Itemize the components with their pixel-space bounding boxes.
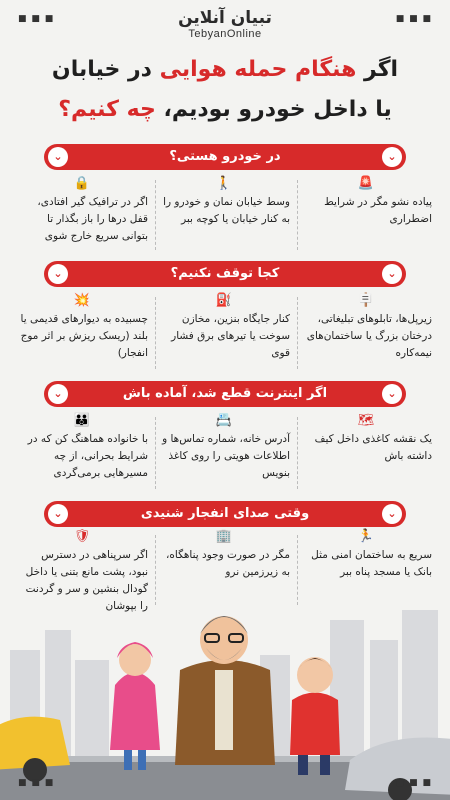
chevron-down-icon: ⌄ [382, 147, 402, 167]
section-heading-label: اگر اینترنت قطع شد، آماده باش [122, 386, 328, 401]
man-figure [175, 616, 275, 765]
tip-text: آدرس خانه، شماره تماس‌ها و اطلاعات هویتی را روی کاغذ بنویس [162, 433, 290, 479]
billboard-icon: 🪧 [357, 293, 375, 308]
section-heading-label: کجا توقف نکنیم؟ [170, 266, 280, 281]
stairs-icon: 🏢 [215, 529, 233, 544]
tip-item [304, 176, 432, 228]
map-icon: 🗺 [357, 413, 375, 428]
title-line2-prefix: یا داخل خودرو بودیم، [163, 97, 392, 122]
tip-item [304, 293, 432, 362]
column-divider [155, 180, 156, 250]
title-line-2 [10, 90, 440, 130]
chevron-down-icon: ⌄ [382, 504, 402, 524]
title-line1-suffix: در خیابان [51, 57, 152, 82]
tip-item [304, 413, 432, 465]
chevron-down-icon: ⌄ [48, 264, 68, 284]
corner-mark-bottom-right: ■ ■ ■ [395, 778, 432, 788]
tip-item [20, 413, 148, 482]
column-divider [297, 417, 298, 489]
title-line1-highlight: هنگام حمله هوایی [159, 57, 357, 82]
brand-name-fa: تبیان آنلاین [178, 8, 272, 28]
column-divider [297, 180, 298, 250]
tip-text: اگر سرپناهی در دسترس نبود، پشت مانع بتنی یا داخل گودال بنشین و سر و گردنت را بپوشان [25, 549, 148, 612]
tip-text: سریع به ساختمان امنی مثل بانک یا مسجد پناه ببر [311, 549, 432, 578]
tip-text: مگر در صورت وجود پناهگاه، به زیرزمین نرو [166, 549, 290, 578]
family-icon: 👪 [73, 413, 91, 428]
tip-item [304, 529, 432, 581]
siren-icon: 🚨 [357, 176, 375, 191]
tip-text: چسبیده به دیوارهای قدیمی یا بلند (ریسک ریزش بر اثر موج انفجار) [20, 313, 148, 359]
lock-icon: 🔒 [73, 176, 91, 191]
tip-text: زیرپل‌ها، تابلوهای تبلیغاتی، درختان بزرگ یا ساختمان‌های نیمه‌کاره [306, 313, 432, 359]
tip-text: اگر در ترافیک گیر افتادی، قفل درها را باز بگذار تا بتوانی سریع خارج شوی [37, 196, 148, 242]
corner-mark-top-left: ■ ■ ■ [18, 14, 55, 24]
chevron-down-icon: ⌄ [48, 147, 68, 167]
street-illustration [0, 590, 450, 800]
page-title [10, 50, 440, 130]
section-heading-label: در خودرو هستی؟ [169, 149, 281, 164]
corner-mark-top-right: ■ ■ ■ [395, 14, 432, 24]
contact-card-icon: 📇 [215, 413, 233, 428]
woman-figure [110, 642, 160, 770]
title-line1-prefix: اگر [364, 57, 399, 82]
tip-item [20, 176, 148, 245]
shield-icon: 🛡 [73, 529, 91, 544]
corner-mark-bottom-left: ■ ■ ■ [18, 778, 55, 788]
section-heading-label: وقتی صدای انفجار شنیدی [140, 506, 310, 521]
tip-text: یک نقشه کاغذی داخل کیف داشته باش [314, 433, 432, 462]
title-line2-highlight: چه کنیم؟ [58, 97, 156, 122]
tip-text: پیاده نشو مگر در شرایط اضطراری [324, 196, 432, 225]
tip-item [162, 176, 290, 228]
fuel-icon: ⛽ [215, 293, 233, 308]
explosion-icon: 💥 [73, 293, 91, 308]
brand-name-en: TebyanOnline [188, 28, 262, 40]
tip-item [162, 413, 290, 482]
column-divider [297, 297, 298, 369]
run-icon: 🏃 [357, 529, 375, 544]
column-divider [155, 297, 156, 369]
brand-logo [0, 8, 450, 40]
section-heading-where-not-stop[interactable] [44, 261, 406, 287]
section-heading-in-car[interactable] [44, 144, 406, 170]
title-line-1 [10, 50, 440, 90]
column-divider [155, 417, 156, 489]
tip-item [20, 293, 148, 362]
tip-item [162, 529, 290, 581]
person-walk-icon: 🚶 [215, 176, 233, 191]
tip-text: وسط خیابان نمان و خودرو را به کنار خیابان یا کوچه ببر [163, 196, 290, 225]
section-heading-explosion[interactable] [44, 501, 406, 527]
tip-item [162, 293, 290, 362]
chevron-down-icon: ⌄ [382, 384, 402, 404]
chevron-down-icon: ⌄ [382, 264, 402, 284]
tip-text: کنار جایگاه بنزین، مخازن سوخت یا تیرهای برق فشار قوی [171, 313, 290, 359]
tip-text: با خانواده هماهنگ کن که در شرایط بحرانی، از چه مسیرهایی برمی‌گردی [27, 433, 148, 479]
chevron-down-icon: ⌄ [48, 504, 68, 524]
section-heading-internet-cut[interactable] [44, 381, 406, 407]
chevron-down-icon: ⌄ [48, 384, 68, 404]
